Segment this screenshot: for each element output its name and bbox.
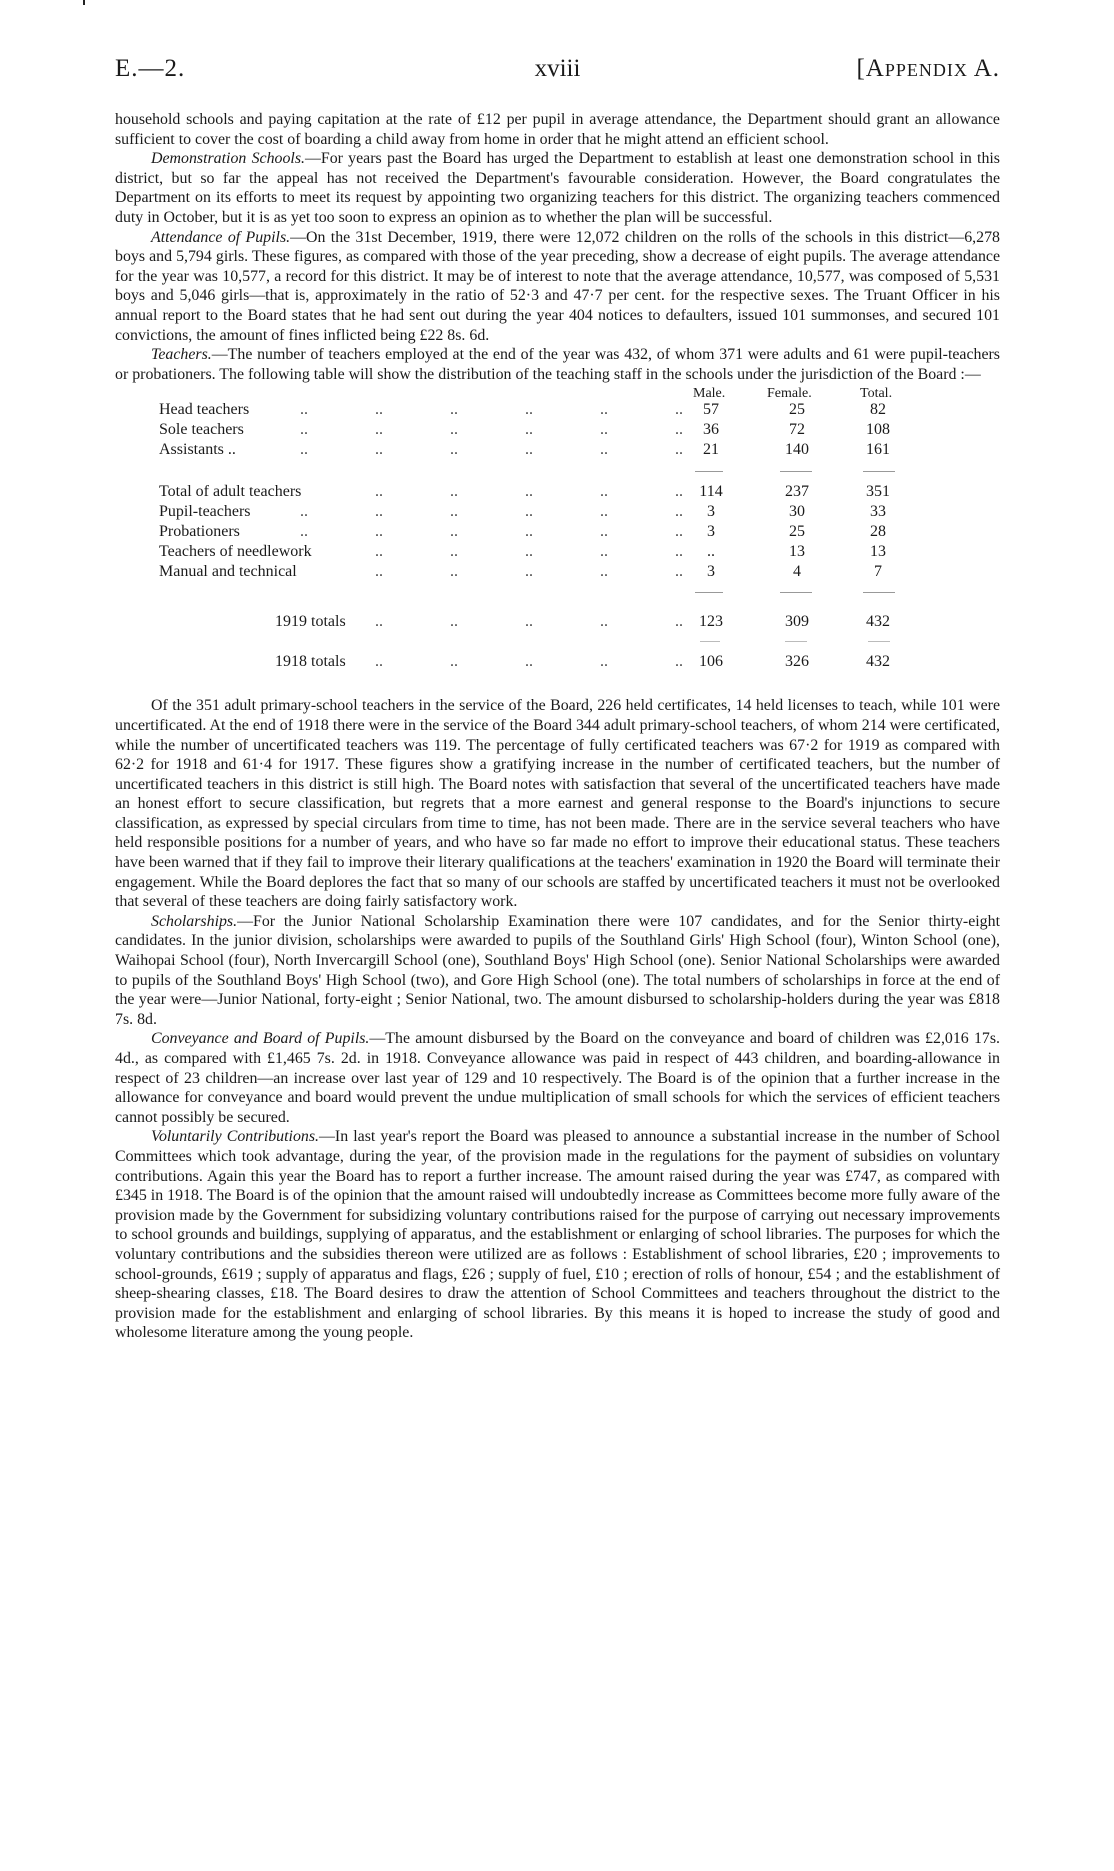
paragraph-attendance	[115, 228, 1000, 346]
column-header-total: Total.	[860, 386, 893, 402]
row-label: Total of adult teachers	[159, 483, 302, 501]
cell-total: 28	[870, 523, 886, 541]
table-row: Head teachers .. .. .. .. .. .. 57 25 82	[115, 400, 1000, 420]
paragraph-teachers	[115, 345, 1000, 384]
section-heading: Teachers.	[151, 346, 212, 364]
sum-rule	[863, 471, 895, 472]
cell-total: 161	[866, 441, 890, 459]
table-row: Manual and technical .. .. .. .. .. 3 4 7	[115, 562, 1000, 582]
cell-male: 3	[707, 563, 715, 581]
table-row: Pupil-teachers .. .. .. .. .. .. 3 30 33	[115, 502, 1000, 522]
section-heading: Demonstration Schools.	[151, 150, 305, 168]
corner-mark	[83, 0, 85, 5]
cell-male: 3	[707, 523, 715, 541]
cell-female: 4	[793, 563, 801, 581]
cell-total: 432	[866, 653, 890, 671]
cell-total: 33	[870, 503, 886, 521]
table-row: 1918 totals .. .. .. .. .. 106 326 432	[115, 652, 1000, 672]
cell-female: 326	[785, 653, 809, 671]
section-heading: Voluntarily Contributions.	[151, 1128, 320, 1146]
row-label: Probationers	[159, 523, 240, 541]
cell-male: 123	[699, 613, 723, 631]
paragraph-text: —On the 31st December, 1919, there were 12,072 children on the rolls of the schools in this district—6,278 boys and 5,794 girls. These figures, as compared with those of the year preceding, show a decrease of eight pupils. The average attendance for the year was 10,577, a record for this district. It may be of interest to note that the average attendance, 10,577, was composed of 5,531 boys and 5,046 girls—that is, approximately in the ratio of 52·3 and 47·7 per cent. for the respective sexes. The Truant Officer in his annual report to the Board states that he had sent out during the year 404 notices to defaulters, issued 101 summonses, and secured 101 convictions, the amount of fines inflicted being £22 8s. 6d.	[115, 228, 1000, 344]
paragraph-demonstration-schools	[115, 149, 1000, 227]
table-row: 1919 totals .. .. .. .. .. 123 309 432	[115, 612, 1000, 632]
table-row: Sole teachers .. .. .. .. .. .. 36 72 108	[115, 420, 1000, 440]
row-label: 1919 totals	[275, 613, 346, 631]
sum-rule	[863, 592, 895, 593]
paragraph-text: —The number of teachers employed at the end of the year was 432, of whom 371 were adults and 61 were pupil-teachers or probationers. The following table will show the distribution of the teaching staff in the schools under the jurisdiction of the Board :—	[115, 346, 1000, 383]
column-header-female: Female.	[767, 386, 812, 402]
section-heading: Conveyance and Board of Pupils.	[151, 1030, 370, 1048]
cell-female: 140	[785, 441, 809, 459]
cell-female: 25	[789, 523, 805, 541]
column-header-male: Male.	[693, 386, 726, 402]
cell-total: 13	[870, 543, 886, 561]
paragraph-conveyance	[115, 1029, 1000, 1127]
cell-female: 13	[789, 543, 805, 561]
cell-female: 25	[789, 401, 805, 419]
cell-male: 114	[699, 483, 723, 501]
table-row: Assistants .. .. .. .. .. .. .. 21 140 161	[115, 440, 1000, 460]
header-left: E.—2.	[115, 55, 186, 82]
header-right: [Appendix A.	[856, 55, 1000, 82]
table-row: Teachers of needlework .. .. .. .. .. .. 13 13	[115, 542, 1000, 562]
cell-total: 7	[874, 563, 882, 581]
section-heading: Attendance of Pupils.	[151, 228, 291, 246]
sum-rule	[695, 471, 723, 472]
cell-female: 237	[785, 483, 809, 501]
paragraph-voluntary-contributions	[115, 1127, 1000, 1343]
cell-male: 57	[703, 401, 719, 419]
sum-rule	[785, 641, 807, 642]
page-number: xviii	[534, 55, 581, 82]
paragraph-scholarships	[115, 912, 1000, 1030]
paragraph-certification: Of the 351 adult primary-school teachers in the service of the Board, 226 held certificates, 14 held licenses to teach, while 101 were uncertificated. At the end of 1918 there were in the service of the Board 344 adult primary-school teachers, of whom 214 were certificated, while the number of uncertificated teachers was 119. The percentage of fully certificated teachers was 67·2 for 1919 as compared with 62·2 for 1918 and 61·4 for 1917. These figures show a gratifying increase in the number of certificated teachers, but the number of uncertificated teachers in this district is still high. The Board notes with satisfaction that several of the uncertificated teachers have made an honest effort to secure classification, but regrets that a more earnest and general response to the Board's injunctions to secure classification, as expressed by special circulars from time to time, has not been made. There are in the service several teachers who have held responsible positions for a number of years, and who have so far made no effort to improve their educational status. These teachers have been warned that if they fail to improve their literary qualifications at the teachers' examination in 1920 the Board will terminate their engagement. While the Board deplores the fact that so many of our schools are staffed by uncertificated teachers it must not be overlooked that several of these teachers are doing fairly satisfactory work.	[115, 697, 1000, 911]
sum-rule	[700, 641, 720, 642]
row-label: Sole teachers	[159, 421, 244, 439]
cell-total: 432	[866, 613, 890, 631]
row-label: Manual and technical	[159, 563, 297, 581]
paragraph-text: —For years past the Board has urged the Department to establish at least one demonstration school in this district, but so far the appeal has not received the Department's favourable consideration. However, the Board congratulates the Department on its efforts to meet its request by appointing two organizing teachers for this district. The organizing teachers commenced duty in October, but it is as yet too soon to express an opinion as to whether the plan will be successful.	[115, 150, 1000, 226]
cell-total: 351	[866, 483, 890, 501]
cell-male: 21	[703, 441, 719, 459]
row-label: Assistants ..	[159, 441, 236, 459]
cell-male: 106	[699, 653, 723, 671]
table-row: Total of adult teachers .. .. .. .. .. 114 237 351	[115, 482, 1000, 502]
sum-rule	[780, 592, 812, 593]
table-row: Probationers .. .. .. .. .. .. 3 25 28	[115, 522, 1000, 542]
paragraph-text: —The amount disbursed by the Board on the conveyance and board of children was £2,016 17s. 4d., as compared with £1,465 7s. 2d. in 1918. Conveyance allowance was paid in respect of 443 children, and boarding-allowance in respect of 23 children—an increase over last year of 129 and 10 respectively. The Board is of the opinion that a further increase in the allowance for conveyance and board would prevent the undue multiplication of small schools for which the services of efficient teachers cannot possibly be secured.	[115, 1030, 1001, 1126]
page-header	[115, 55, 1000, 85]
cell-male: 3	[707, 503, 715, 521]
row-label: Pupil-teachers	[159, 503, 251, 521]
body-text	[115, 110, 1000, 1343]
row-label: 1918 totals	[275, 653, 346, 671]
paragraph-text: —For the Junior National Scholarship Examination there were 107 candidates, and for the Senior thirty-eight candidates. In the junior division, scholarships were awarded to pupils of the Southland Girls' High School (four), Winton School (one), Waihopai School (four), North Invercargill School (one), Southland Boys' High School (one). Senior National Scholarships were awarded to pupils of the Southland Boys' High School (two), and Gore High School (one). The total numbers of scholarships in force at the end of the year were—Junior National, forty-eight ; Senior National, two. The amount disbursed to scholarship-holders during the year was £818 7s. 8d.	[115, 912, 1000, 1028]
cell-total: 82	[870, 401, 886, 419]
row-label: Head teachers	[159, 401, 250, 419]
paragraph-text: —In last year's report the Board was pleased to announce a substantial increase in the number of School Committees which took advantage, during the year, of the provision made in the regulations for the payment of subsidies on voluntary contributions. Again this year the Board has to report a further increase. The amount raised during the year was £747, as compared with £345 in 1918. The Board is of the opinion that the amount raised will undoubtedly increase as Committees become more fully aware of the provision made by the Government for subsidizing voluntary contributions raised for the purpose of carrying out necessary improvements to school grounds and buildings, supplying of apparatus, and the establishment or enlarging of school libraries. The purposes for which the voluntary contributions and the subsidies thereon were utilized are as follows : Establishment of school libraries, £20 ; improvements to school-grounds, £619 ; supply of apparatus and flags, £26 ; supply of fuel, £10 ; erection of rolls of honour, £54 ; and the establishment of sheep-shearing classes, £18. The Board desires to draw the attention of School Committees and teachers throughout the district to the provision made for the establishment and enlarging of school libraries. By this means it is hoped to increase the study of good and wholesome literature among the young people.	[115, 1128, 1000, 1342]
cell-female: 309	[785, 613, 809, 631]
cell-total: 108	[866, 421, 890, 439]
cell-female: 72	[789, 421, 805, 439]
sum-rule	[868, 641, 890, 642]
teachers-table	[115, 384, 1000, 814]
section-heading: Scholarships.	[151, 912, 238, 930]
cell-male: 36	[703, 421, 719, 439]
cell-female: 30	[789, 503, 805, 521]
row-label: Teachers of needlework	[159, 543, 312, 561]
sum-rule	[695, 592, 723, 593]
sum-rule	[780, 471, 812, 472]
paragraph-household: household schools and paying capitation at the rate of £12 per pupil in average attendance, the Department should grant an allowance sufficient to cover the cost of boarding a child away from home in order that he might attend an efficient school.	[115, 111, 1000, 148]
cell-male: ..	[707, 543, 715, 561]
